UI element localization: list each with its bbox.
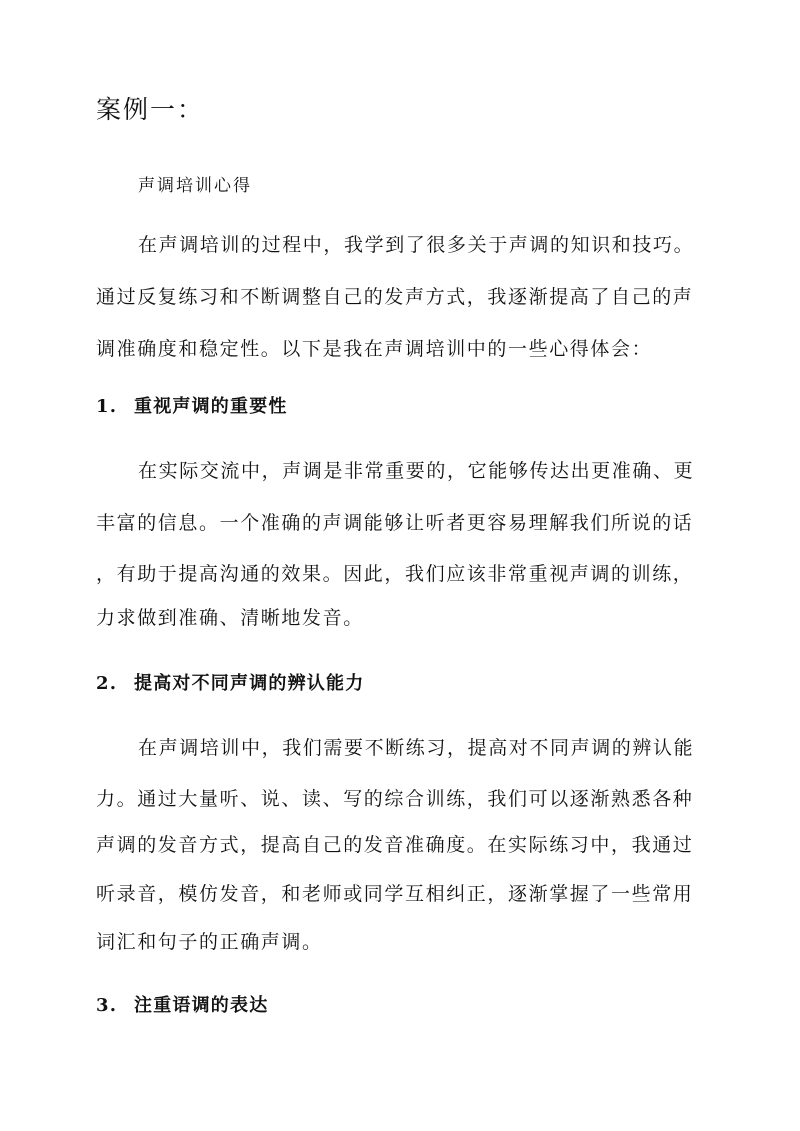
paragraph-line: 调准确度和稳定性。以下是我在声调培训中的一些心得体会： — [96, 338, 653, 360]
paragraph-line: 在实际交流中，声调是非常重要的，它能够传达出更准确、更 — [138, 460, 695, 482]
section-number: 2. — [96, 673, 118, 694]
paragraph-line: 在声调培训的过程中，我学到了很多关于声调的知识和技巧。 — [138, 234, 695, 256]
paragraph-line: 在声调培训中，我们需要不断练习，提高对不同声调的辨认能 — [138, 737, 695, 759]
section-heading — [96, 997, 268, 1015]
subtitle: 声调培训心得 — [138, 176, 252, 196]
section-heading-text: 提高对不同声调的辨认能力 — [134, 673, 365, 694]
paragraph-line: 力。通过大量听、说、读、写的综合训练，我们可以逐渐熟悉各种 — [96, 788, 694, 810]
section-number: 3. — [96, 995, 118, 1016]
section-heading-text: 注重语调的表达 — [134, 995, 269, 1016]
section-heading — [96, 675, 364, 693]
section-heading — [96, 398, 288, 416]
paragraph-line: 声调的发音方式，提高自己的发音准确度。在实际练习中，我通过 — [96, 834, 694, 856]
paragraph-line: 听录音，模仿发音，和老师或同学互相纠正，逐渐掌握了一些常用 — [96, 883, 694, 905]
page-title: 案例一： — [96, 95, 205, 124]
paragraph-line: 力求做到准确、清晰地发音。 — [96, 607, 364, 629]
paragraph-line: ，有助于提高沟通的效果。因此，我们应该非常重视声调的训练， — [96, 563, 694, 585]
section-heading-text: 重视声调的重要性 — [134, 396, 288, 417]
paragraph-line: 丰富的信息。一个准确的声调能够让听者更容易理解我们所说的话 — [96, 512, 694, 534]
paragraph-line: 通过反复练习和不断调整自己的发声方式，我逐渐提高了自己的声 — [96, 286, 694, 308]
section-number: 1. — [96, 396, 118, 417]
paragraph-line: 词汇和句子的正确声调。 — [96, 931, 323, 953]
